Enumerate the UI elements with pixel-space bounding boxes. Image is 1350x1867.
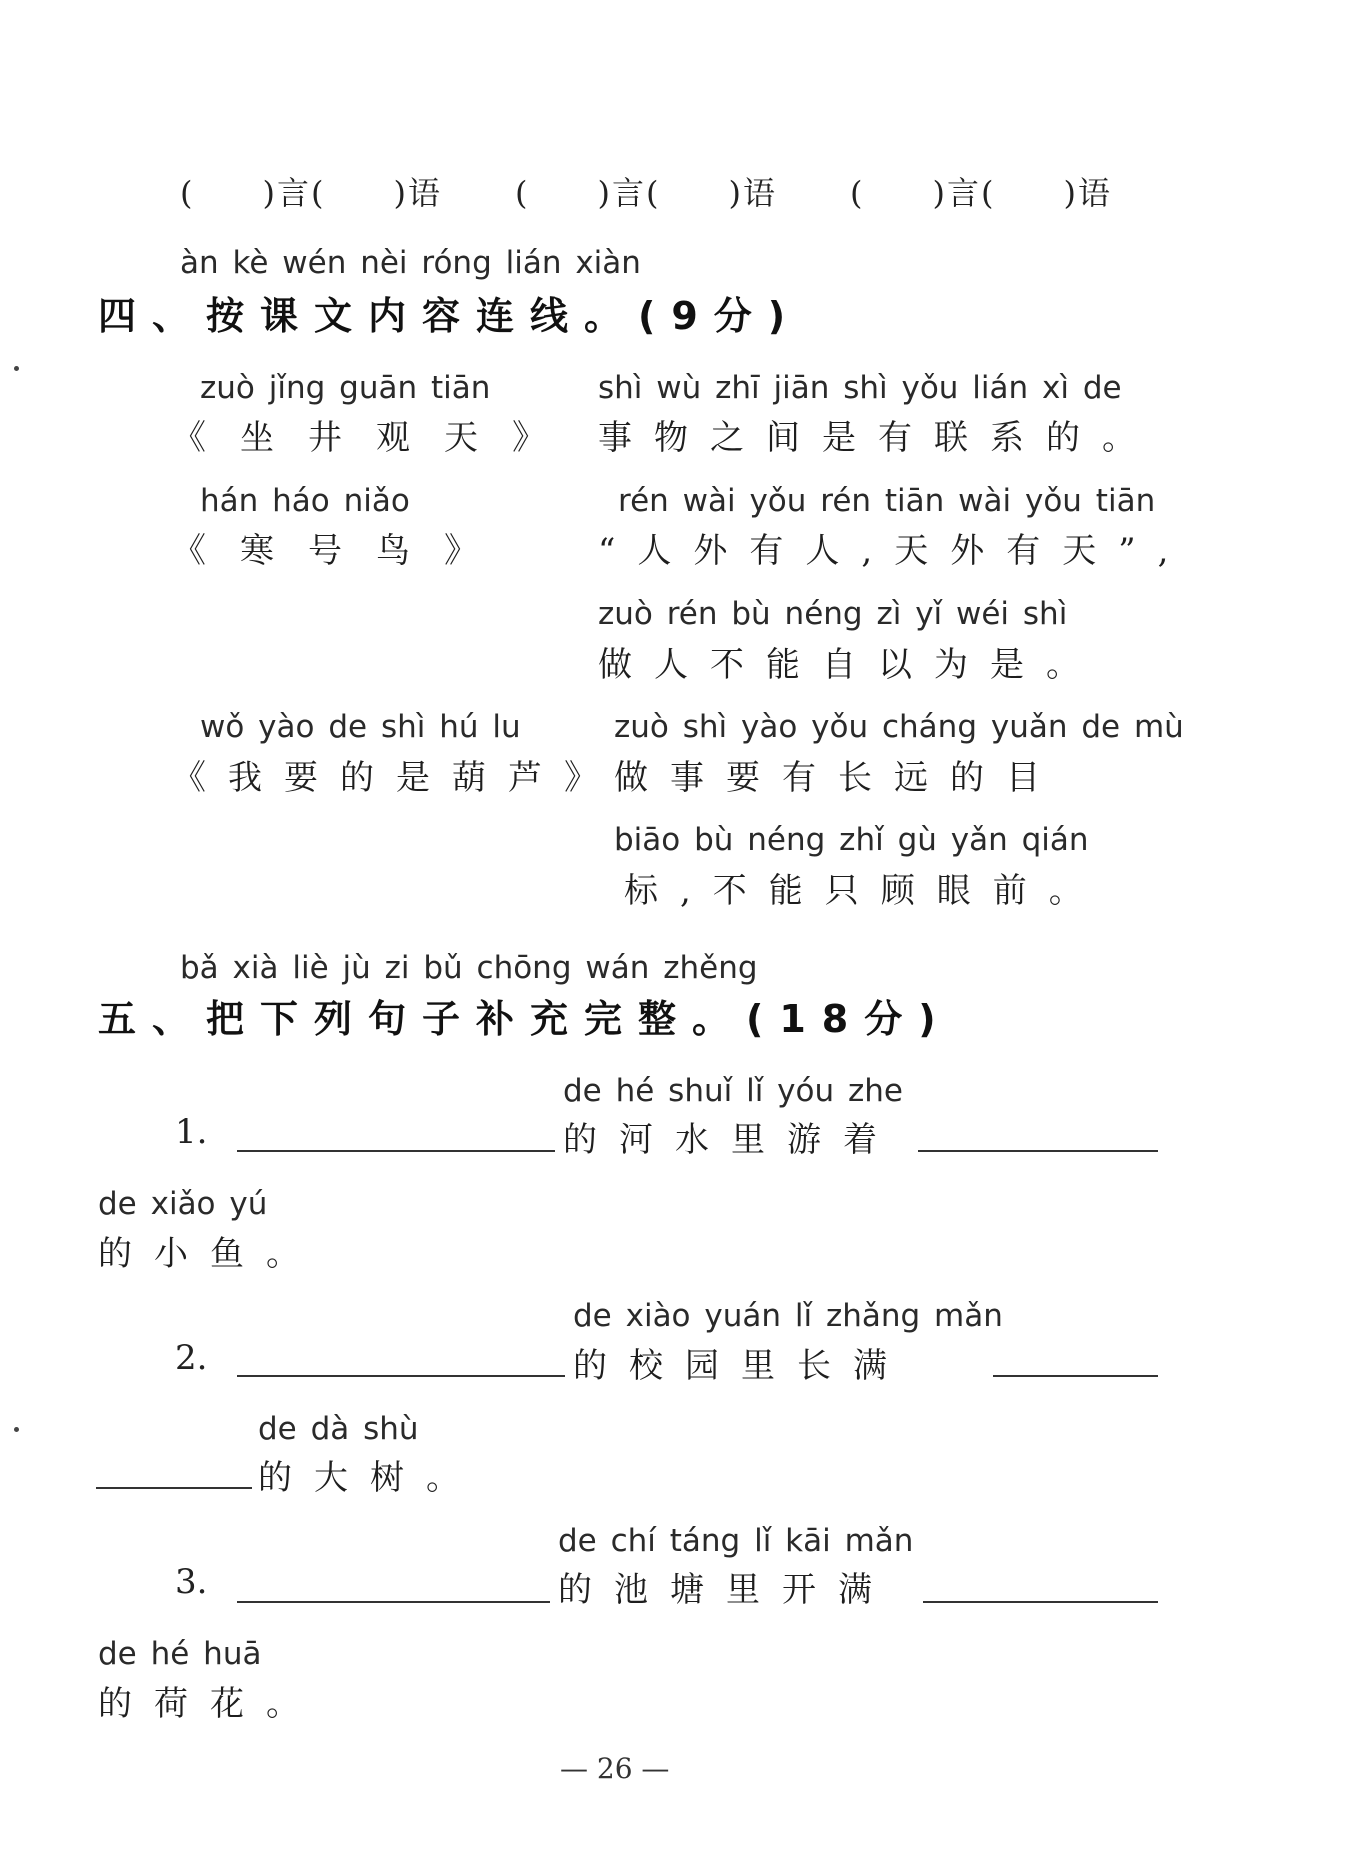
item1-text-a: 的河水里游着 — [563, 1120, 899, 1160]
item3-blank-2[interactable] — [923, 1601, 1158, 1603]
left-pinyin-3: wǒ yào de shì hú lu — [200, 709, 521, 745]
item2-blank-3[interactable] — [96, 1487, 252, 1489]
right-pinyin-5: biāo bù néng zhǐ gù yǎn qián — [614, 822, 1089, 858]
item2-pinyin-b: de dà shù — [258, 1411, 419, 1447]
right-pinyin-3: zuò rén bù néng zì yǐ wéi shì — [598, 596, 1068, 632]
right-text-3[interactable]: 做人不能自以为是。 — [598, 645, 1102, 685]
left-title-2[interactable]: 《寒号鸟》 — [172, 531, 512, 571]
item2-text-a: 的校园里长满 — [573, 1346, 909, 1386]
margin-dot — [14, 366, 19, 371]
item1-pinyin-b: de xiǎo yú — [98, 1186, 268, 1222]
idiom-blank-2: ( )言( )语 — [515, 174, 777, 212]
item1-blank-2[interactable] — [918, 1150, 1158, 1152]
right-text-1[interactable]: 事物之间是有联系的。 — [598, 418, 1158, 458]
right-pinyin-1: shì wù zhī jiān shì yǒu lián xì de — [598, 370, 1122, 406]
item2-text-b: 的大树。 — [258, 1458, 482, 1498]
idiom-blank-3: ( )言( )语 — [850, 174, 1112, 212]
section4-title-pinyin: àn kè wén nèi róng lián xiàn — [180, 245, 641, 281]
section4-title: 四、按课文内容连线。(9分) — [98, 294, 802, 338]
section5-title: 五、把下列句子补充完整。(18分) — [98, 997, 952, 1041]
item1-number: 1. — [175, 1112, 208, 1152]
left-pinyin-1: zuò jǐng guān tiān — [200, 370, 491, 406]
item3-pinyin-b: de hé huā — [98, 1636, 262, 1672]
margin-dot — [14, 1427, 19, 1432]
item2-blank-2[interactable] — [993, 1375, 1158, 1377]
item1-text-b: 的小鱼。 — [98, 1234, 322, 1274]
idiom-blank-1: ( )言( )语 — [180, 174, 442, 212]
item3-blank-1[interactable] — [237, 1601, 550, 1603]
item3-text-b: 的荷花。 — [98, 1684, 322, 1724]
left-title-3[interactable]: 《我要的是葫芦》 — [172, 758, 620, 798]
item3-number: 3. — [175, 1562, 208, 1602]
right-text-5[interactable]: 标,不能只顾眼前。 — [624, 871, 1105, 911]
item2-number: 2. — [175, 1338, 208, 1378]
right-pinyin-4: zuò shì yào yǒu cháng yuǎn de mù — [614, 709, 1184, 745]
right-text-2[interactable]: “人外有人,天外有天”, — [598, 531, 1191, 571]
item1-blank-1[interactable] — [237, 1150, 555, 1152]
item2-blank-1[interactable] — [237, 1375, 565, 1377]
left-title-1[interactable]: 《坐井观天》 — [172, 418, 580, 458]
section5-title-pinyin: bǎ xià liè jù zi bǔ chōng wán zhěng — [180, 950, 758, 986]
item3-pinyin-a: de chí táng lǐ kāi mǎn — [558, 1523, 914, 1559]
page-number: — 26 — — [560, 1752, 670, 1785]
left-pinyin-2: hán háo niǎo — [200, 483, 410, 519]
right-pinyin-2: rén wài yǒu rén tiān wài yǒu tiān — [618, 483, 1156, 519]
item3-text-a: 的池塘里开满 — [558, 1570, 894, 1610]
item1-pinyin-a: de hé shuǐ lǐ yóu zhe — [563, 1073, 903, 1109]
right-text-4[interactable]: 做事要有长远的目 — [614, 758, 1062, 798]
item2-pinyin-a: de xiào yuán lǐ zhǎng mǎn — [573, 1298, 1003, 1334]
